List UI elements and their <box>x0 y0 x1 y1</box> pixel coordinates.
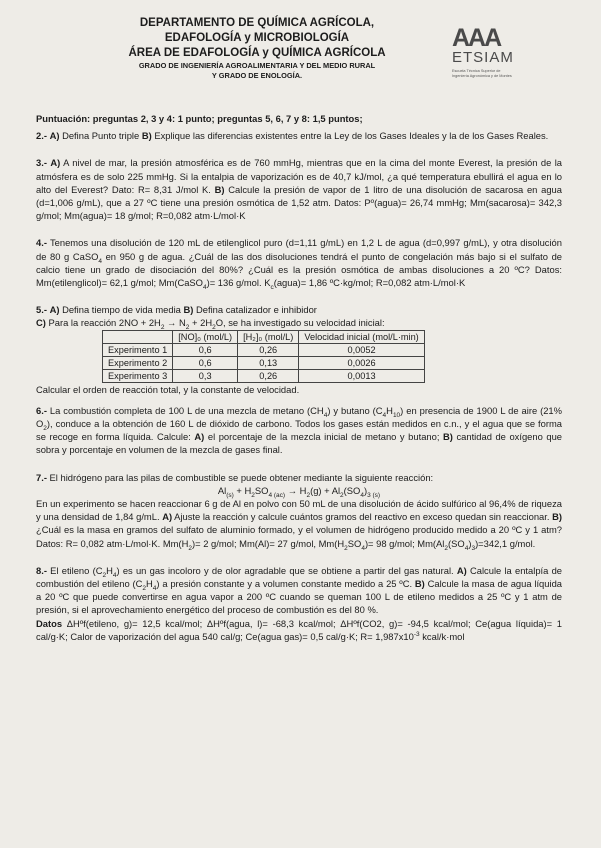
question-8-data: Datos ΔHºf(etileno, g)= 12,5 kcal/mol; ΔHºf(agua, l)= -68,3 kcal/mol; ΔHºf(CO2, g)= -94,5 kcal/mol; Ce(agua líquida)= 1 cal/g·K; Calor de vaporización del agua 540 cal/g; Ce(agua gas)= 0,5 cal/g·K; $R= 1,987x10^{-3}$ kcal/k·mol <box>36 617 562 642</box>
table-header-row: [NO]₀ (mol/L) [H₂]₀ (mol/L) Velocidad inicial (mol/L·min) <box>103 330 425 343</box>
logo-mark-icon: AAA <box>452 24 501 52</box>
question-6: 6.- La combustión completa de 100 L de una mezcla de metano $(CH_4)$ y butano $(C_4H_{10})$ en presencia de 1900 L de aire (21% $O_2$), conduce a la obtención de 160 L de dióxido de carbono. Todos los gases están medidos en c.n., y el agua que se forma se recoge en forma líquida. Calcule: A) el porcentaje de la mezcla inicial de metano y butano; B) cantidad de oxígeno que sobra y porcentaje en volumen de la mezcla de gases final. <box>36 404 562 456</box>
table-row: Experimento 1 0,6 0,26 0,0052 <box>103 343 425 356</box>
reaction-equation: $Al_{(s)} + H_2SO_{4 (ac)} \to H_2(g) + Al_2(SO_4)_{3 (s)}$ <box>217 484 381 499</box>
header-line-1: DEPARTAMENTO DE QUÍMICA AGRÍCOLA, <box>139 17 375 29</box>
kinetics-table <box>102 330 425 383</box>
question-5-instruction: Calcular el orden de reacción total, y la constante de velocidad. <box>36 383 300 395</box>
question-4: 4.- Tenemos una disolución de 120 mL de etilenglicol puro (d=1,11 g/mL) en 1,2 L de agua (d=0,997 g/mL), y otra disolución de 80 g CaSO$_4$ en 950 g de agua. ¿Cuál de las dos disoluciones tendrá el punto de congelación más bajo si el sulfato de calcio tiene un grado de disociación del 80%? ¿Cuál es la presión osmótica de ambas disoluciones a 20 ºC? Datos: Mm(etilenglicol)= 62,1 g/mol; Mm(CaSO$_4$)= 136 g/mol. $K_c(agua)= 1,86$ ºC·kg/mol; R=0,082 atm·L/mol·K <box>36 237 563 291</box>
header-line-5: Y GRADO DE ENOLOGÍA. <box>211 71 303 80</box>
table-row: Experimento 3 0,3 0,26 0,0013 <box>103 369 425 382</box>
scoring-line: Puntuación: preguntas 2, 3 y 4: 1 punto; preguntas 5, 6, 7 y 8: 1,5 puntos; <box>36 113 363 124</box>
exam-body <box>36 112 562 649</box>
question-7: 7.- El hidrógeno para las pilas de combustible se puede obtener mediante la siguiente reacción: $Al_{(s)} + H_2SO_{4 (ac)} \to H_2(g) + Al_2(SO_4)_{3 (s)}$ En un experimento se hacen reaccionar 6 g de Al en polvo con 50 mL de una disolución de ácido sulfúrico al 96,4% de riqueza y una densidad de 1,84 g/mL. A) Ajuste la reacción y calcule cuántos gramos del reactivo en exceso quedan sin reaccionar. B) ¿Cuál es la masa en gramos del sulfato de aluminio formado, y el volumen de hidrógeno producido medido a 20 ºC y 1 atm? Datos: R= 0,082 atm·L/mol·K. $Mm(H_2)= 2$ g/mol; Mm(Al)= 27 g/mol, $Mm(H_2SO_4)= 98$ g/mol; $Mm(Al_2(SO_4)_3)=342,1$ g/mol. <box>36 471 563 552</box>
question-8: 8.- El etileno $(C_2H_4)$ es un gas incoloro y de olor agradable que se obtiene a partir del gas natural. A) Calcule la entalpía de combustión del etileno $(C_2H_4)$ a presión constante y a volumen constante medido a 25 ºC. B) Calcule la masa de agua líquida a 20 ºC que puede convertirse en agua vapor a 200 ºC cuando se queman 100 L de etileno medidos a 25 ºC y 1 atm de presión, si el aprovechamiento energético del proceso de combustión es del 80 %. Datos ΔHºf(etileno, g)= 12,5 kcal/mol; ΔHºf(agua, l)= -68,3 kcal/mol; ΔHºf(CO2, g)= -94,5 kcal/mol; Ce(agua líquida)= 1 cal/g·K; Calor de vaporización del agua 540 cal/g; Ce(agua gas)= 0,5 cal/g·K; $R= 1,987x10^{-3}$ kcal/k·mol <box>36 564 562 642</box>
question-5: 5.- A) Defina tiempo de vida media B) Defina catalizador e inhibidor C) Para la reacción $2NO + 2H_2 \to N_2 + 2H_2O$, se ha investigado su velocidad inicial: [NO]₀ (mol/L) [H₂]₀ (mol/L) Velocidad inicial (mol/L·min) Experimento 1 0,6 0,26 0,0052 Experimento 2 0,6 0,13 0,0026 Experimento 3 0,3 0,26 0,0013 Calcular el orden de reacción total, y la constante de velocidad. <box>36 303 562 396</box>
logo-subtitle: Escuela Técnica Superior de Ingeniería Agronómica y de Montes <box>452 69 512 78</box>
header-line-2: EDAFOLOGÍA y MICROBIOLOGÍA <box>164 32 350 44</box>
question-3: 3.- A) A nivel de mar, la presión atmosférica es de 760 mmHg, mientras que en la cima del monte Everest, la presión de la atmósfera es de solo 225 mmHg. Si la entalpia de vaporización es de 40,7 kJ/mol, ¿a qué temperatura ebullirá el agua en lo alto del Everest? Dato: R= 8,31 J/mol K. B) Calcule la presión de vapor de 1 litro de una disolución de sacarosa en agua (d=1,006 g/mL), que a 27 ºC tiene una presión osmótica de 1,52 atm. Datos: Pº(agua)= 26,74 mmHg; Mm(sacarosa)= 342,3 g/mol; Mm(agua)= 18 g/mol; R=0,082 atm·L/mol·K <box>36 157 563 222</box>
header-line-4: GRADO DE INGENIERÍA AGROALIMENTARIA Y DEL MEDIO RURAL <box>138 61 376 70</box>
department-header <box>92 16 422 81</box>
logo-name: ETSIAM <box>452 49 514 66</box>
table-row: Experimento 2 0,6 0,13 0,0026 <box>103 356 425 369</box>
question-2: 2.- A) Defina Punto triple B) Explique las diferencias existentes entre la Ley de los Gases Ideales y la de los Gases Reales. <box>36 130 549 142</box>
header-line-3: ÁREA DE EDAFOLOGÍA y QUÍMICA AGRÍCOLA <box>128 47 386 59</box>
etsiam-logo <box>452 26 547 96</box>
